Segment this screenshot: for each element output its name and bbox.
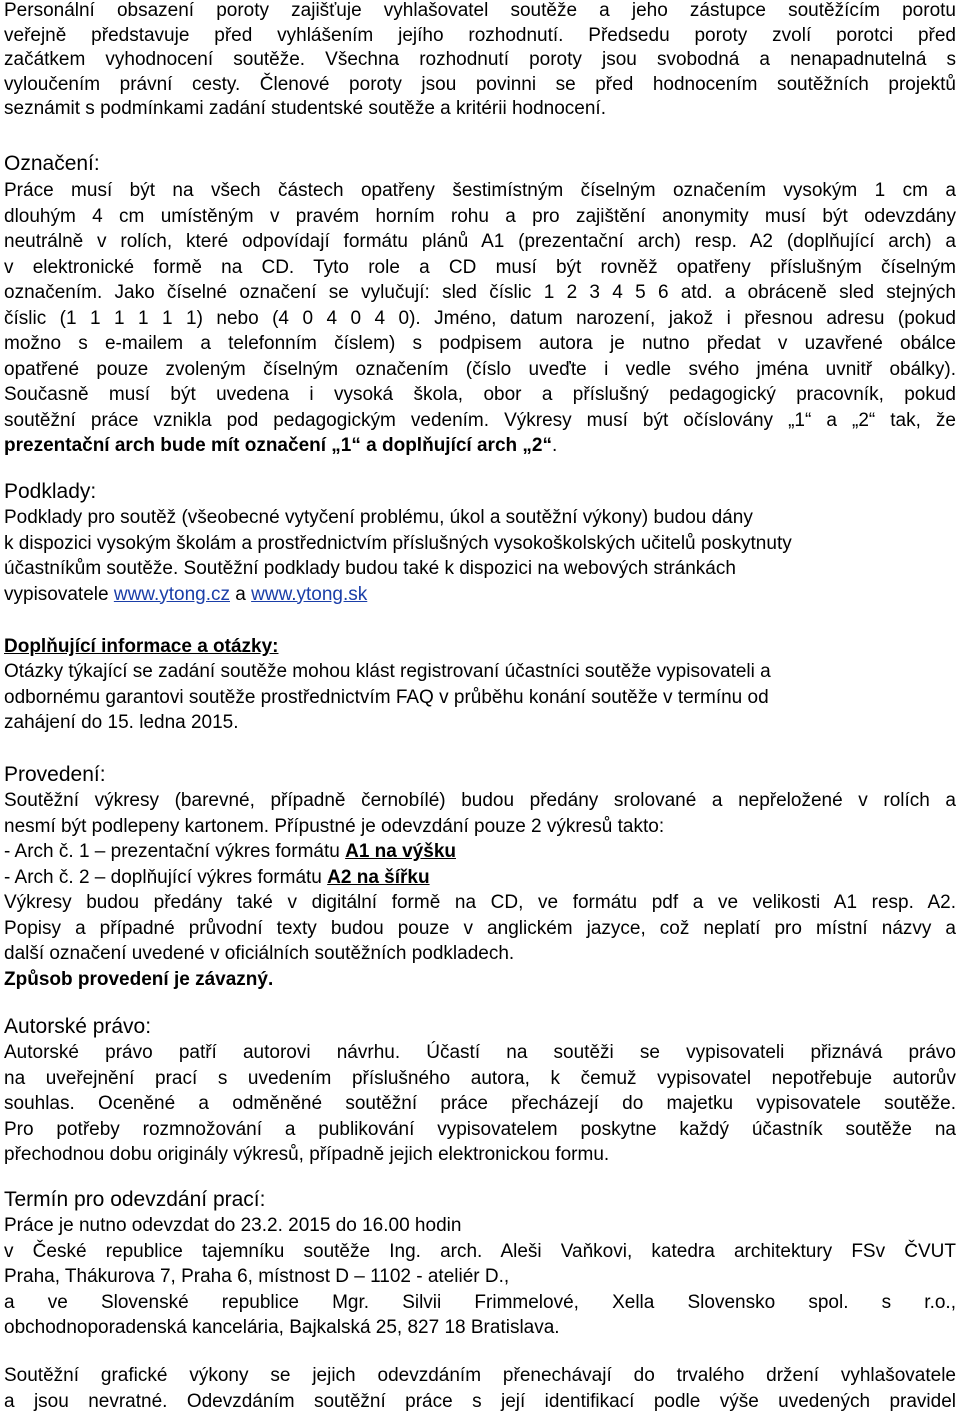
text-line: přechodnou dobu originály výkresů, případně jejich elektronickou formu. (4, 1144, 610, 1165)
text-line: a ve Slovenské republice Mgr. Silvii Frimmelové, Xella Slovensko spol. s r.o., (4, 1291, 956, 1313)
section-heading: Provedení: (4, 763, 106, 786)
final-paragraph (4, 1363, 956, 1414)
section-heading (4, 634, 956, 659)
text-line: Podklady pro soutěž (všeobecné vytyčení problému, úkol a soutěžní výkony) budou dány (4, 507, 753, 528)
section-heading: Označení: (4, 152, 100, 175)
section-heading: Podklady: (4, 480, 97, 503)
text-line: Pro potřeby rozmnožování a publikování vypisovatelem poskytne každý účastník soutěže na (4, 1118, 956, 1140)
format-a2-label: A2 na šířku (327, 866, 430, 888)
intro-line: začátkem vyhodnocení soutěže. Všechna rozhodnutí poroty jsou svobodná a nenapadnutelná s (4, 49, 956, 70)
text-line: Soutěžní grafické výkony se jejich odevzdáním přenechávají do trvalého držení vyhlašovatele (4, 1365, 956, 1386)
text-line: odbornému garantovi soutěže prostřednictvím FAQ v průběhu konání soutěže v termínu od (4, 686, 769, 708)
arch-1-line (4, 839, 956, 865)
text-line: soutěžní práce vznikla pod pedagogickým vedením. Výkresy musí být očíslovány „1“ a „2“ tak, že (4, 409, 956, 431)
podklady-section (4, 479, 956, 607)
text-line: v elektronické formě na CD. Tyto role a CD musí být rovněž opatřeny příslušným číselným (4, 256, 956, 278)
text-fragment: vypisovatele (4, 583, 114, 605)
text-line: Popisy a případné průvodní texty budou pouze v anglickém jazyce, což neplatí pro místní názvy a (4, 917, 956, 939)
text-line: Práce musí být na všech částech opatřeny šestimístným číselným označením vysokým 1 cm a (4, 180, 956, 201)
text-line: dlouhým 4 cm umístěným v pravém horním rohu a pro zajištění anonymity musí být odevzdány (4, 205, 956, 227)
text-line: Výkresy budou předány také v digitální formě na CD, ve formátu pdf a ve velikosti A1 resp. A2. (4, 892, 956, 913)
text-line: k dispozici vysokým školám a prostřednictvím příslušných vysokoškolských učitelů poskytnuty (4, 532, 792, 554)
text-fragment: - Arch č. 2 – doplňující výkres formátu (4, 866, 328, 888)
arch-2-line (4, 865, 956, 891)
intro-line: Personální obsazení poroty zajišťuje vyhlašovatel soutěže a jeho zástupce soutěžícím porotu (4, 0, 956, 21)
termin-section (4, 1187, 956, 1341)
oznaceni-section (4, 151, 956, 459)
text-line: Autorské právo patří autorovi návrhu. Účastí na soutěži se vypisovateli přiznává právo (4, 1042, 956, 1063)
text-line: na uveřejnění prací s uvedením příslušného autora, k čemuž vypisovatel nepotřebuje autorův (4, 1067, 956, 1089)
text-line: a jsou nevratné. Odevzdáním soutěžní práce s její identifikací podle výše uvedených pravidel (4, 1390, 956, 1412)
bold-line: Způsob provedení je závazný. (4, 968, 274, 990)
text-fragment: a (230, 583, 252, 605)
section-heading: Termín pro odevzdání prací: (4, 1188, 266, 1211)
section-heading: Autorské právo: (4, 1015, 152, 1038)
ytong-cz-link[interactable]: www.ytong.cz (113, 583, 230, 605)
text-line: Současně musí být uvedena i vysoká škola, obor a příslušný pedagogický pracovník, pokud (4, 384, 956, 405)
text-line: obchodnoporadenská kancelária, Bajkalská 25, 827 18 Bratislava. (4, 1317, 560, 1338)
text-line: v České republice tajemníku soutěže Ing. arch. Aleši Vaňkovi, katedra architektury FSv ČVUT (4, 1240, 956, 1262)
text-line: zahájení do 15. ledna 2015. (4, 712, 239, 733)
intro-paragraph (4, 0, 956, 122)
text-line: opatřené pouze zvoleným číselným označením (číslo uveďte i vedle svého jména uvnitř obálky). (4, 358, 956, 380)
text-line: možno s e-mailem a telefonním číslem) s podpisem autora je nutno předat v uzavřené obálce (4, 333, 956, 354)
intro-line: seznámit s podmínkami zadání studentské soutěže a kritérii hodnocení. (4, 98, 606, 119)
text-line: označením. Jako číselné označení se vylučují: sled číslic 1 2 3 4 5 6 atd. a obráceně sled stejných (4, 282, 956, 303)
text-line: účastníkům soutěže. Soutěžní podklady budou také k dispozici na webových stránkách (4, 558, 736, 579)
underlined-heading-text: Doplňující informace a otázky: (4, 636, 279, 657)
text-line: Práce je nutno odevzdat do 23.2. 2015 do 16.00 hodin (4, 1215, 462, 1236)
bold-text: prezentační arch bude mít označení „1“ a doplňující arch „2“ (4, 435, 552, 456)
intro-line: vyloučením právní cesty. Členové poroty jsou povinni se před hodnocením soutěžních projektů (4, 73, 956, 95)
period-text: . (551, 435, 558, 456)
text-line: Otázky týkající se zadání soutěže mohou klást registrovaní účastníci soutěže vypisovateli a (4, 661, 771, 682)
intro-line: veřejně představuje před vyhlášením jejího rozhodnutí. Předsedu poroty zvolí porotci před (4, 24, 956, 46)
text-fragment: - Arch č. 1 – prezentační výkres formátu (4, 841, 346, 862)
autorske-section (4, 1014, 956, 1168)
provedeni-section (4, 762, 956, 992)
text-line (4, 433, 956, 459)
ytong-sk-link[interactable]: www.ytong.sk (251, 583, 368, 605)
text-line: souhlas. Oceněné a odměněné soutěžní práce přecházejí do majetku vypisovatele soutěže. (4, 1093, 956, 1114)
text-line: neutrálně v rolích, které odpovídají formátu plánů A1 (prezentační arch) resp. A2 (doplňující arch) a (4, 231, 956, 252)
text-line: nesmí být podlepeny kartonem. Přípustné je odevzdání pouze 2 výkresů takto: (4, 815, 665, 837)
doplnujici-section (4, 634, 956, 736)
text-line: Soutěžní výkresy (barevné, případně černobílé) budou předány srolované a nepřeložené v rolích a (4, 790, 956, 811)
text-line: další označení uvedené v oficiálních soutěžních podkladech. (4, 943, 515, 964)
format-a1-label: A1 na výšku (345, 841, 456, 862)
text-line (4, 582, 956, 608)
text-line: číslic (1 1 1 1 1 1) nebo (4 0 4 0 4 0). Jméno, datum narození, jakož i přesnou adresu (pokud (4, 307, 956, 329)
text-line: Praha, Thákurova 7, Praha 6, místnost D – 1102 - ateliér D., (4, 1266, 510, 1287)
